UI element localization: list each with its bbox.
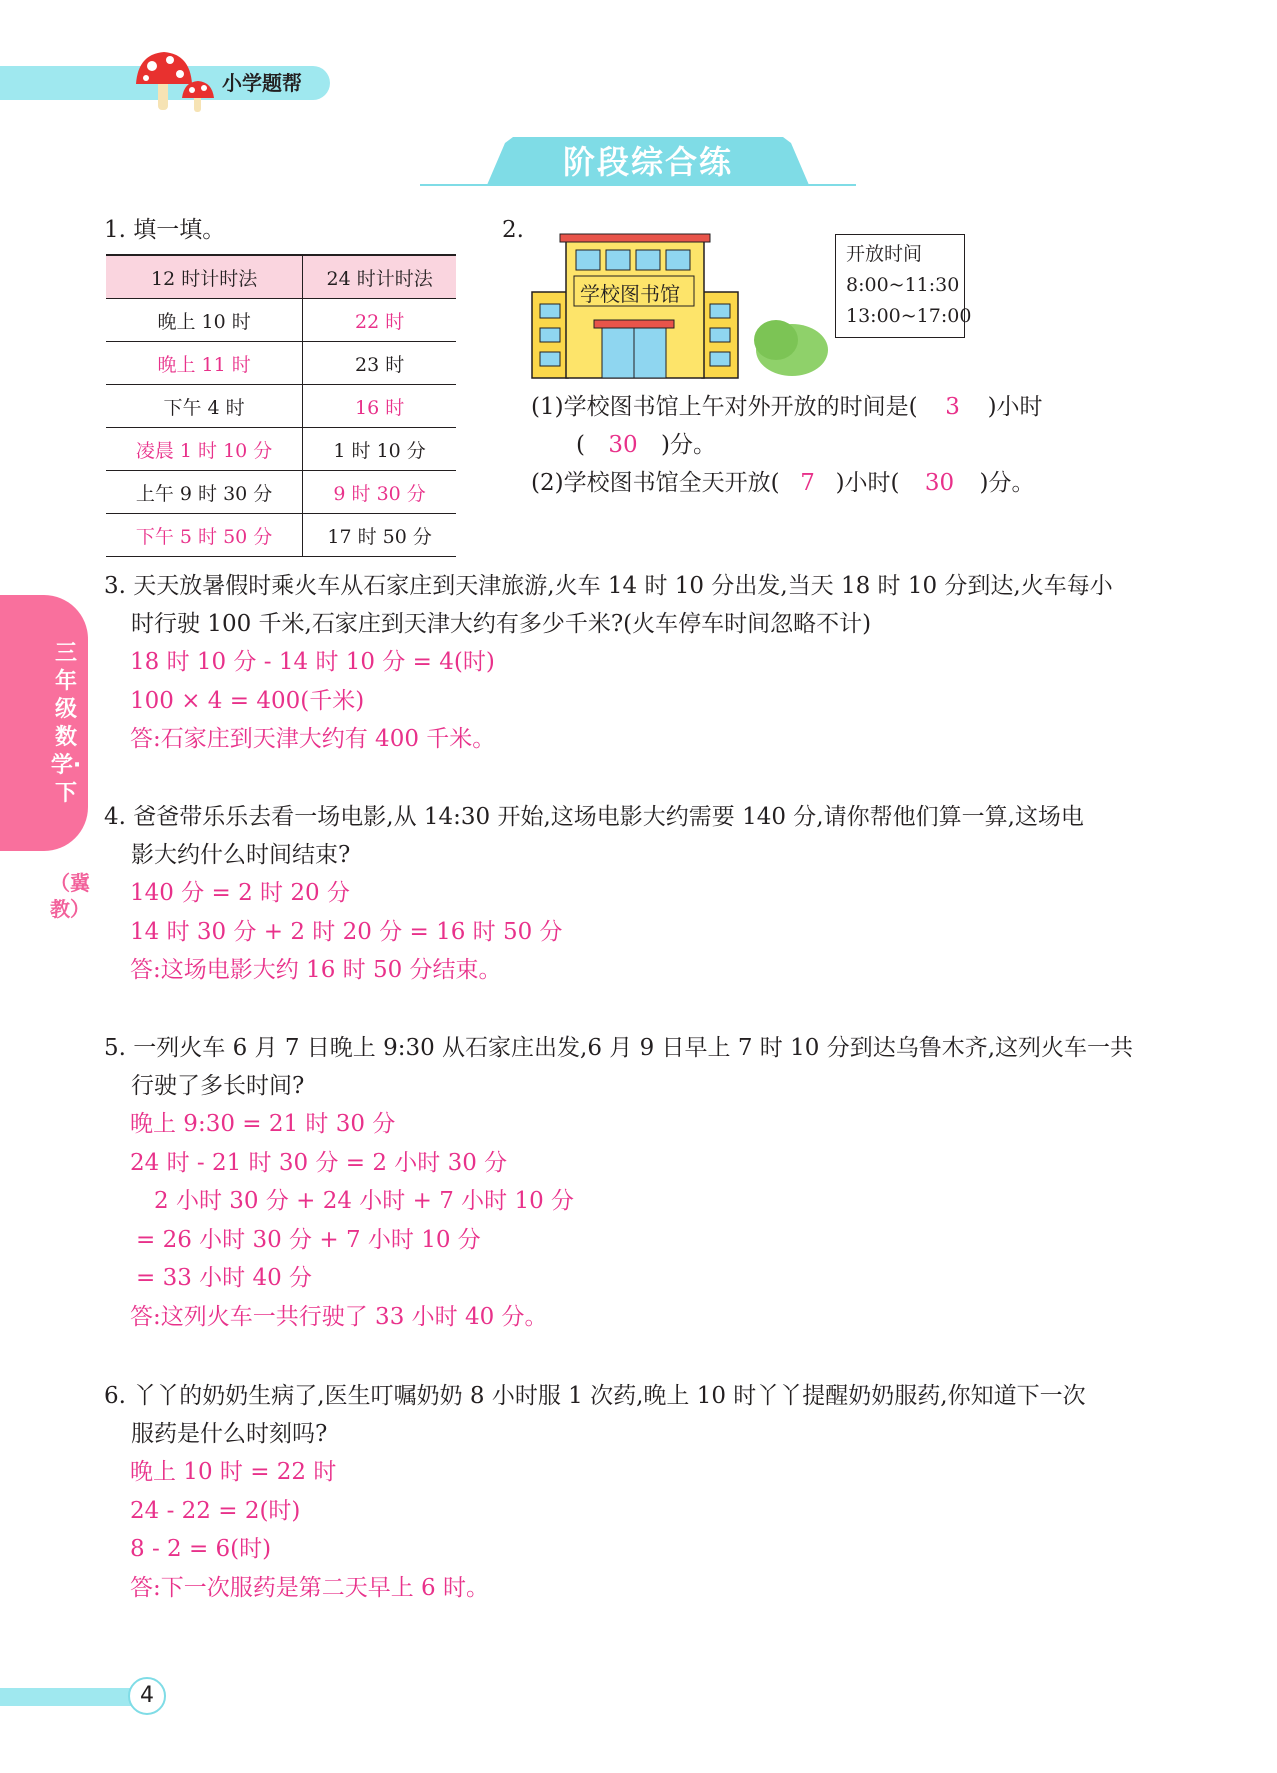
table-cell: 晚上 10 时: [106, 299, 303, 342]
opening-hours-title: 开放时间: [846, 243, 923, 265]
table-cell-answer: 晚上 11 时: [106, 342, 303, 385]
q2-part2-line: [531, 464, 1035, 502]
q2-part2-mid: )小时(: [835, 470, 900, 496]
table-header-cell: 12 时计时法: [106, 255, 303, 299]
q2-part2-minutes-answer: 30: [924, 470, 955, 496]
q2-part1-line1: [531, 388, 1043, 426]
q2-label: 2.: [502, 217, 524, 243]
q2-part1-minutes-answer: 30: [608, 432, 638, 458]
table-header-cell: 24 时计时法: [303, 255, 456, 299]
q2-part1-minutes-unit: )分。: [660, 432, 716, 458]
q6-answer-line: 答:下一次服药是第二天早上 6 时。: [130, 1574, 490, 1601]
table-row: [106, 385, 456, 428]
q3-question-line1: 3. 天天放暑假时乘火车从石家庄到天津旅游,火车 14 时 10 分出发,当天 18 时 10 分到达,火车每小: [104, 573, 1113, 599]
q2-part2-hours-answer: 7: [800, 470, 815, 496]
table-cell-answer: 16 时: [303, 385, 456, 428]
table-row: [106, 514, 456, 557]
q5-answer-line: 2 小时 30 分 + 24 小时 + 7 小时 10 分: [154, 1188, 575, 1214]
q6-question-line2: 服药是什么时刻吗?: [131, 1421, 328, 1447]
table-cell: 17 时 50 分: [303, 514, 456, 557]
q2-part2-end: )分。: [979, 470, 1035, 496]
brand-name: 小学题帮: [222, 71, 302, 95]
q2-part1-hours-unit: )小时: [987, 394, 1043, 420]
footer-band: [0, 1688, 140, 1706]
q6-answer-line: 24 - 22 = 2(时): [130, 1497, 301, 1524]
opening-hours-box: [835, 234, 972, 338]
q3-answer-line: 18 时 10 分 - 14 时 10 分 = 4(时): [130, 649, 495, 675]
table-cell: 23 时: [303, 342, 456, 385]
q4-answer: [130, 874, 563, 990]
side-edition-label: （冀教）: [50, 871, 90, 921]
q5-question-line1: 5. 一列火车 6 月 7 日晚上 9:30 从石家庄出发,6 月 9 日早上 7 时 10 分到达乌鲁木齐,这列火车一共: [104, 1035, 1134, 1061]
q5-answer-line: = 26 小时 30 分 + 7 小时 10 分: [136, 1226, 481, 1253]
q4-question-line2: 影大约什么时间结束?: [131, 842, 351, 868]
q1-label: 1. 填一填。: [104, 217, 226, 243]
q2-part2-text: (2)学校图书馆全天开放(: [531, 470, 780, 496]
opening-hours-afternoon: 13:00~17:00: [846, 305, 972, 327]
q6-answer-line: 8 - 2 = 6(时): [130, 1536, 272, 1562]
q5-answer-line: 24 时 - 21 时 30 分 = 2 小时 30 分: [130, 1149, 508, 1176]
q4-answer-line: 14 时 30 分 + 2 时 20 分 = 16 时 50 分: [130, 918, 563, 945]
table-cell-answer: 凌晨 1 时 10 分: [106, 428, 303, 471]
q6-question-line1: 6. 丫丫的奶奶生病了,医生叮嘱奶奶 8 小时服 1 次药,晚上 10 时丫丫提醒奶奶服药,你知道下一次: [104, 1383, 1086, 1409]
q4-answer-line: 140 分 = 2 时 20 分: [130, 880, 350, 906]
q6-answer-line: 晚上 10 时 = 22 时: [130, 1459, 337, 1485]
table-cell: 上午 9 时 30 分: [106, 471, 303, 514]
side-grade-label: 三年级数学·下: [50, 641, 82, 806]
table-row: [106, 299, 456, 342]
building-sign: 学校图书馆: [580, 282, 680, 306]
q2-part1-line2: [576, 426, 716, 464]
table-cell-answer: 22 时: [303, 299, 456, 342]
library-building-illustration: [530, 232, 830, 380]
q5-question-line2: 行驶了多长时间?: [131, 1073, 305, 1099]
page-number: 4: [128, 1677, 166, 1715]
table-cell: 下午 4 时: [106, 385, 303, 428]
q6-answer: [130, 1453, 489, 1607]
table-row: [106, 428, 456, 471]
q3-answer-line: 答:石家庄到天津大约有 400 千米。: [130, 726, 496, 752]
q3-answer-line: 100 × 4 = 400(千米): [130, 687, 365, 714]
q4-question-line1: 4. 爸爸带乐乐去看一场电影,从 14:30 开始,这场电影大约需要 140 分,请你帮他们算一算,这场电: [104, 804, 1084, 830]
time-conversion-table: [106, 254, 456, 557]
q2-part1-hours-answer: 3: [945, 394, 960, 420]
section-title: 阶段综合练: [562, 143, 733, 181]
q5-answer: [130, 1105, 574, 1336]
mushroom-icon: [128, 44, 224, 116]
q2-part1-paren: (: [576, 432, 585, 458]
table-row: [106, 342, 456, 385]
q4-answer-line: 答:这场电影大约 16 时 50 分结束。: [130, 957, 502, 983]
q3-question-line2: 时行驶 100 千米,石家庄到天津大约有多少千米?(火车停车时间忽略不计): [131, 611, 872, 637]
q5-answer-line: = 33 小时 40 分: [136, 1265, 313, 1291]
q5-answer-line: 答:这列火车一共行驶了 33 小时 40 分。: [130, 1303, 548, 1330]
table-cell-answer: 下午 5 时 50 分: [106, 514, 303, 557]
table-header-row: [106, 255, 456, 299]
opening-hours-morning: 8:00~11:30: [846, 274, 960, 296]
q3-answer: [130, 643, 495, 759]
table-cell: 1 时 10 分: [303, 428, 456, 471]
q2-part1-text: (1)学校图书馆上午对外开放的时间是(: [531, 394, 918, 420]
table-row: [106, 471, 456, 514]
q5-answer-line: 晚上 9:30 = 21 时 30 分: [130, 1111, 396, 1137]
table-cell-answer: 9 时 30 分: [303, 471, 456, 514]
